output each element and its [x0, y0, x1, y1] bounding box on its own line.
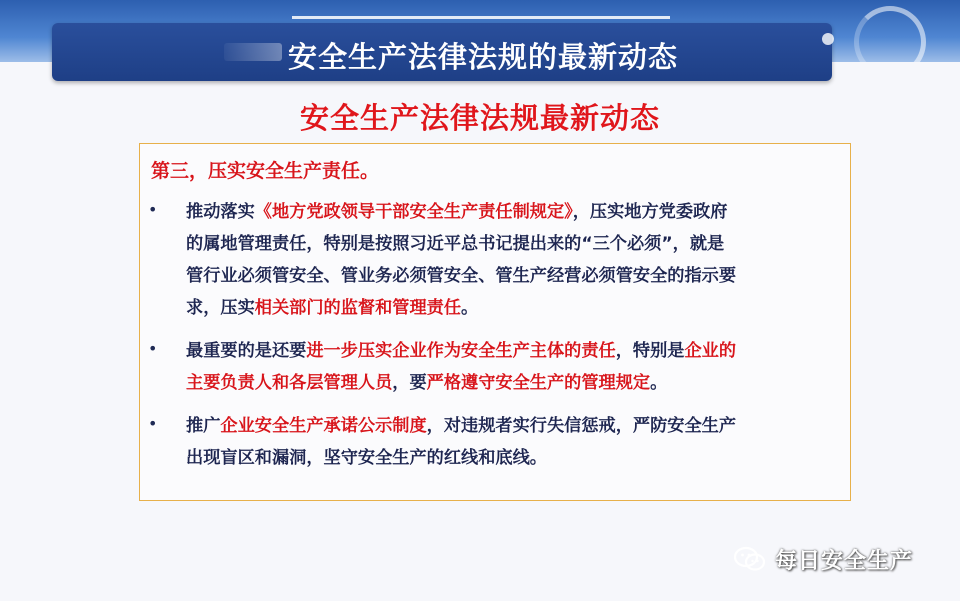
bullet-item: [140, 196, 852, 324]
highlight-text: 《地方党政领导干部安全生产责任制规定》: [254, 202, 573, 222]
title-decoration: [224, 43, 282, 61]
bullet-line: [186, 410, 832, 442]
bullet-line: [186, 292, 832, 324]
content-box: [139, 143, 851, 501]
body-text: 推动落实: [186, 202, 255, 222]
decorative-dot: [822, 33, 834, 45]
highlight-text: 相关部门的监督和管理责任: [254, 298, 462, 318]
highlight-text: 主要负责人和各层管理人员: [186, 373, 393, 393]
highlight-text: 严格遵守安全生产的管理规定: [426, 373, 651, 393]
page-title: 安全生产法律法规的最新动态: [288, 40, 679, 74]
title-bar: [52, 23, 832, 81]
watermark: [733, 543, 913, 575]
bullet-line: [186, 260, 832, 292]
bullet-item: [140, 335, 852, 399]
slide-subtitle: 安全生产法律法规最新动态: [299, 101, 660, 135]
bullet-marker: •: [148, 339, 158, 358]
body-text: 的属地管理责任，特别是按照习近平总书记提出来的“三个必须”，就是: [186, 234, 725, 254]
bullet-line: [186, 367, 832, 399]
wechat-icon: [733, 546, 767, 572]
bullet-item: [140, 410, 852, 474]
highlight-text: 企业的: [684, 341, 737, 361]
body-text: ，特别是: [615, 341, 685, 361]
bullet-line: [186, 228, 832, 260]
body-text: ，对违规者实行失信惩戒，严防安全生产: [426, 416, 737, 436]
body-text: ，压实地方党委政府: [572, 202, 728, 222]
highlight-text: 企业安全生产承诺公示制度: [220, 416, 427, 436]
highlight-text: 进一步压实企业作为安全生产主体的责任: [306, 341, 616, 361]
body-text: ，要: [392, 373, 427, 393]
decorative-line: [292, 16, 670, 19]
section-heading: 第三，压实安全生产责任。: [151, 160, 380, 182]
body-text: 求，压实: [186, 298, 255, 318]
bullet-marker: •: [148, 414, 158, 433]
watermark-text: 每日安全生产: [775, 548, 914, 574]
body-text: 出现盲区和漏洞，坚守安全生产的红线和底线。: [186, 448, 547, 468]
bullet-line: [186, 442, 832, 474]
bullet-line: [186, 196, 832, 228]
body-text: 。: [461, 298, 479, 318]
body-text: 。: [650, 373, 668, 393]
bullet-marker: •: [148, 200, 158, 219]
bullet-list: [140, 196, 852, 485]
body-text: 管行业必须管安全、管业务必须管安全、管生产经营必须管安全的指示要: [186, 266, 737, 286]
bullet-line: [186, 335, 832, 367]
body-text: 推广: [186, 416, 221, 436]
body-text: 最重要的是还要: [186, 341, 307, 361]
